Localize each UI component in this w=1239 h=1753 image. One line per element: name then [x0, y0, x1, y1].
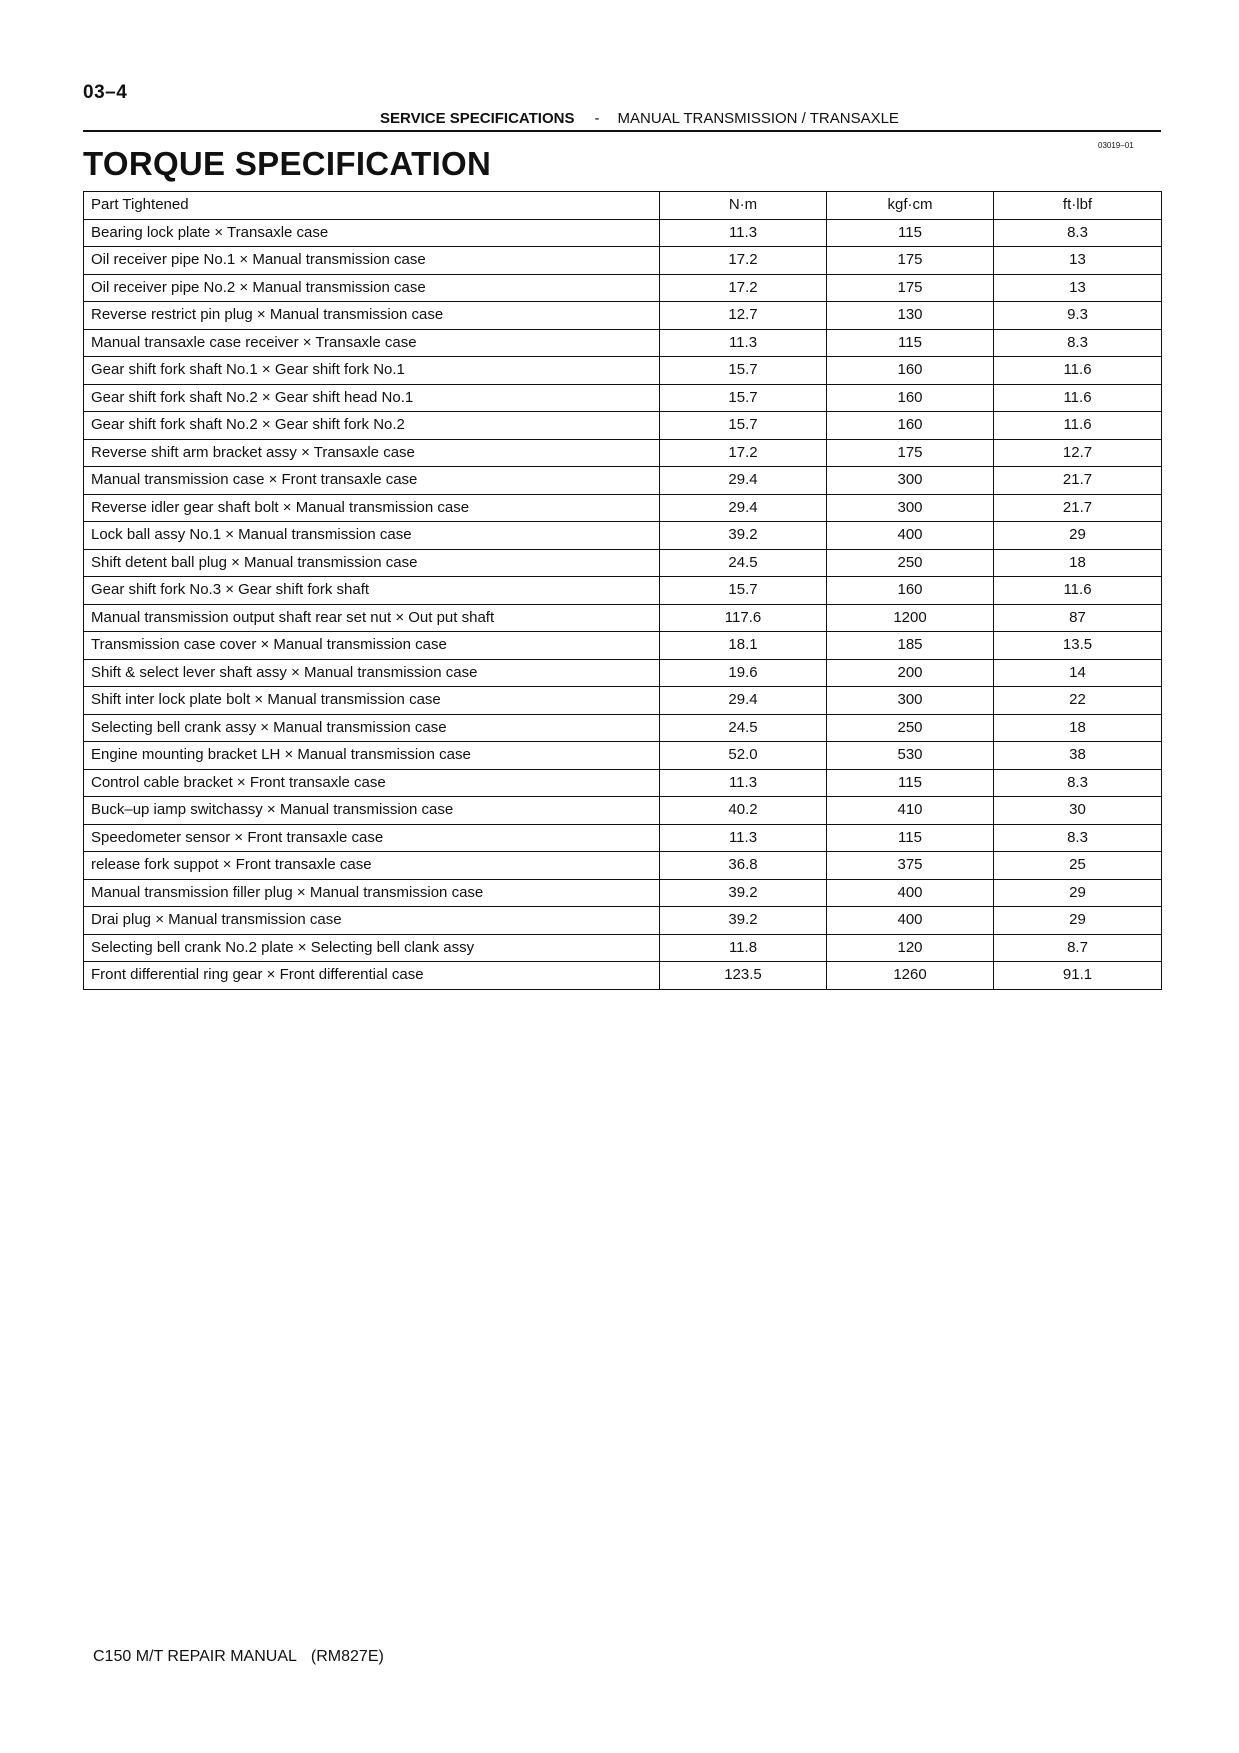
table-row	[84, 659, 1162, 687]
running-header	[380, 110, 899, 127]
cell-nm: 29.4	[660, 467, 827, 495]
table-row	[84, 907, 1162, 935]
cell-kgfcm: 160	[827, 412, 994, 440]
cell-ftlbf: 29	[994, 907, 1162, 935]
cell-ftlbf: 25	[994, 852, 1162, 880]
footer-manual-title: C150 M/T REPAIR MANUAL	[93, 1648, 297, 1665]
cell-kgfcm: 400	[827, 907, 994, 935]
cell-kgfcm: 375	[827, 852, 994, 880]
cell-ftlbf: 11.6	[994, 357, 1162, 385]
footer-manual-code: (RM827E)	[310, 1648, 384, 1665]
cell-kgfcm: 200	[827, 659, 994, 687]
cell-part-tightened: Bearing lock plate × Transaxle case	[84, 219, 660, 247]
document-code: 03019–01	[1098, 141, 1134, 150]
table-row	[84, 384, 1162, 412]
header-rule	[83, 130, 1161, 132]
cell-ftlbf: 29	[994, 522, 1162, 550]
cell-part-tightened: Gear shift fork shaft No.2 × Gear shift head No.1	[84, 384, 660, 412]
running-header-section: SERVICE SPECIFICATIONS	[380, 110, 575, 127]
table-body	[84, 219, 1162, 989]
cell-kgfcm: 130	[827, 302, 994, 330]
cell-kgfcm: 400	[827, 879, 994, 907]
page-number: 03–4	[83, 82, 128, 103]
cell-nm: 17.2	[660, 247, 827, 275]
cell-nm: 40.2	[660, 797, 827, 825]
cell-ftlbf: 11.6	[994, 384, 1162, 412]
cell-kgfcm: 300	[827, 467, 994, 495]
cell-kgfcm: 120	[827, 934, 994, 962]
cell-nm: 15.7	[660, 412, 827, 440]
cell-nm: 39.2	[660, 522, 827, 550]
cell-nm: 11.3	[660, 769, 827, 797]
table-row	[84, 577, 1162, 605]
cell-ftlbf: 11.6	[994, 412, 1162, 440]
table-row	[84, 329, 1162, 357]
table-row	[84, 494, 1162, 522]
cell-ftlbf: 18	[994, 714, 1162, 742]
cell-nm: 15.7	[660, 384, 827, 412]
table-row	[84, 824, 1162, 852]
cell-kgfcm: 115	[827, 824, 994, 852]
cell-part-tightened: Shift detent ball plug × Manual transmission case	[84, 549, 660, 577]
cell-nm: 15.7	[660, 357, 827, 385]
cell-kgfcm: 160	[827, 384, 994, 412]
table-row	[84, 302, 1162, 330]
cell-part-tightened: Engine mounting bracket LH × Manual transmission case	[84, 742, 660, 770]
table-row	[84, 522, 1162, 550]
table-row	[84, 742, 1162, 770]
table-row	[84, 549, 1162, 577]
cell-part-tightened: Drai plug × Manual transmission case	[84, 907, 660, 935]
cell-ftlbf: 13	[994, 247, 1162, 275]
header-nm: N·m	[660, 192, 827, 220]
cell-nm: 15.7	[660, 577, 827, 605]
cell-nm: 11.3	[660, 219, 827, 247]
cell-kgfcm: 300	[827, 687, 994, 715]
cell-nm: 36.8	[660, 852, 827, 880]
cell-ftlbf: 8.3	[994, 219, 1162, 247]
cell-nm: 39.2	[660, 907, 827, 935]
cell-ftlbf: 13.5	[994, 632, 1162, 660]
cell-nm: 24.5	[660, 714, 827, 742]
table-row	[84, 357, 1162, 385]
cell-part-tightened: Gear shift fork No.3 × Gear shift fork shaft	[84, 577, 660, 605]
cell-ftlbf: 21.7	[994, 494, 1162, 522]
table-row	[84, 604, 1162, 632]
cell-part-tightened: Transmission case cover × Manual transmission case	[84, 632, 660, 660]
cell-kgfcm: 250	[827, 714, 994, 742]
cell-part-tightened: Selecting bell crank No.2 plate × Selecting bell clank assy	[84, 934, 660, 962]
cell-ftlbf: 87	[994, 604, 1162, 632]
table-row	[84, 412, 1162, 440]
table-row	[84, 962, 1162, 990]
cell-ftlbf: 14	[994, 659, 1162, 687]
cell-kgfcm: 175	[827, 274, 994, 302]
running-header-subsection: MANUAL TRANSMISSION / TRANSAXLE	[617, 110, 899, 127]
cell-kgfcm: 1200	[827, 604, 994, 632]
cell-ftlbf: 21.7	[994, 467, 1162, 495]
table-row	[84, 274, 1162, 302]
table-row	[84, 934, 1162, 962]
cell-ftlbf: 8.3	[994, 824, 1162, 852]
table-row	[84, 852, 1162, 880]
cell-part-tightened: release fork suppot × Front transaxle case	[84, 852, 660, 880]
table-row	[84, 687, 1162, 715]
cell-part-tightened: Selecting bell crank assy × Manual transmission case	[84, 714, 660, 742]
cell-part-tightened: Buck–up iamp switchassy × Manual transmission case	[84, 797, 660, 825]
cell-nm: 123.5	[660, 962, 827, 990]
cell-nm: 12.7	[660, 302, 827, 330]
table-header-row	[84, 192, 1162, 220]
cell-part-tightened: Oil receiver pipe No.1 × Manual transmission case	[84, 247, 660, 275]
cell-nm: 29.4	[660, 494, 827, 522]
cell-ftlbf: 30	[994, 797, 1162, 825]
cell-ftlbf: 13	[994, 274, 1162, 302]
cell-part-tightened: Shift inter lock plate bolt × Manual transmission case	[84, 687, 660, 715]
cell-kgfcm: 115	[827, 329, 994, 357]
cell-part-tightened: Manual transmission case × Front transaxle case	[84, 467, 660, 495]
cell-ftlbf: 22	[994, 687, 1162, 715]
cell-part-tightened: Reverse restrict pin plug × Manual transmission case	[84, 302, 660, 330]
cell-kgfcm: 250	[827, 549, 994, 577]
cell-ftlbf: 91.1	[994, 962, 1162, 990]
header-kgfcm: kgf·cm	[827, 192, 994, 220]
cell-part-tightened: Reverse idler gear shaft bolt × Manual transmission case	[84, 494, 660, 522]
cell-kgfcm: 410	[827, 797, 994, 825]
cell-kgfcm: 185	[827, 632, 994, 660]
cell-ftlbf: 11.6	[994, 577, 1162, 605]
cell-part-tightened: Lock ball assy No.1 × Manual transmission case	[84, 522, 660, 550]
running-header-separator: -	[594, 110, 600, 127]
table-row	[84, 467, 1162, 495]
cell-ftlbf: 9.3	[994, 302, 1162, 330]
cell-kgfcm: 175	[827, 439, 994, 467]
table-row	[84, 632, 1162, 660]
cell-kgfcm: 1260	[827, 962, 994, 990]
table-row	[84, 714, 1162, 742]
table-row	[84, 219, 1162, 247]
cell-part-tightened: Gear shift fork shaft No.2 × Gear shift fork No.2	[84, 412, 660, 440]
cell-part-tightened: Speedometer sensor × Front transaxle case	[84, 824, 660, 852]
cell-nm: 11.3	[660, 329, 827, 357]
cell-nm: 52.0	[660, 742, 827, 770]
cell-ftlbf: 38	[994, 742, 1162, 770]
footer	[93, 1648, 384, 1666]
cell-part-tightened: Control cable bracket × Front transaxle case	[84, 769, 660, 797]
cell-part-tightened: Shift & select lever shaft assy × Manual transmission case	[84, 659, 660, 687]
cell-nm: 11.8	[660, 934, 827, 962]
cell-part-tightened: Gear shift fork shaft No.1 × Gear shift fork No.1	[84, 357, 660, 385]
cell-nm: 17.2	[660, 439, 827, 467]
cell-part-tightened: Manual transmission output shaft rear set nut × Out put shaft	[84, 604, 660, 632]
table-row	[84, 879, 1162, 907]
cell-kgfcm: 530	[827, 742, 994, 770]
cell-kgfcm: 160	[827, 577, 994, 605]
cell-nm: 39.2	[660, 879, 827, 907]
cell-part-tightened: Front differential ring gear × Front differential case	[84, 962, 660, 990]
cell-nm: 19.6	[660, 659, 827, 687]
cell-nm: 29.4	[660, 687, 827, 715]
table-row	[84, 247, 1162, 275]
cell-kgfcm: 175	[827, 247, 994, 275]
cell-ftlbf: 8.3	[994, 329, 1162, 357]
cell-part-tightened: Manual transaxle case receiver × Transaxle case	[84, 329, 660, 357]
cell-kgfcm: 300	[827, 494, 994, 522]
cell-kgfcm: 115	[827, 769, 994, 797]
table-row	[84, 769, 1162, 797]
cell-nm: 11.3	[660, 824, 827, 852]
cell-nm: 24.5	[660, 549, 827, 577]
cell-nm: 17.2	[660, 274, 827, 302]
cell-ftlbf: 12.7	[994, 439, 1162, 467]
table-row	[84, 439, 1162, 467]
header-ftlbf: ft·lbf	[994, 192, 1162, 220]
header-part-tightened: Part Tightened	[84, 192, 660, 220]
cell-ftlbf: 18	[994, 549, 1162, 577]
torque-spec-table	[83, 191, 1162, 990]
cell-ftlbf: 29	[994, 879, 1162, 907]
cell-kgfcm: 400	[827, 522, 994, 550]
cell-kgfcm: 160	[827, 357, 994, 385]
cell-part-tightened: Reverse shift arm bracket assy × Transaxle case	[84, 439, 660, 467]
cell-nm: 18.1	[660, 632, 827, 660]
page-title: TORQUE SPECIFICATION	[83, 145, 492, 182]
cell-ftlbf: 8.7	[994, 934, 1162, 962]
cell-kgfcm: 115	[827, 219, 994, 247]
cell-ftlbf: 8.3	[994, 769, 1162, 797]
cell-nm: 117.6	[660, 604, 827, 632]
cell-part-tightened: Manual transmission filler plug × Manual transmission case	[84, 879, 660, 907]
cell-part-tightened: Oil receiver pipe No.2 × Manual transmission case	[84, 274, 660, 302]
table-row	[84, 797, 1162, 825]
